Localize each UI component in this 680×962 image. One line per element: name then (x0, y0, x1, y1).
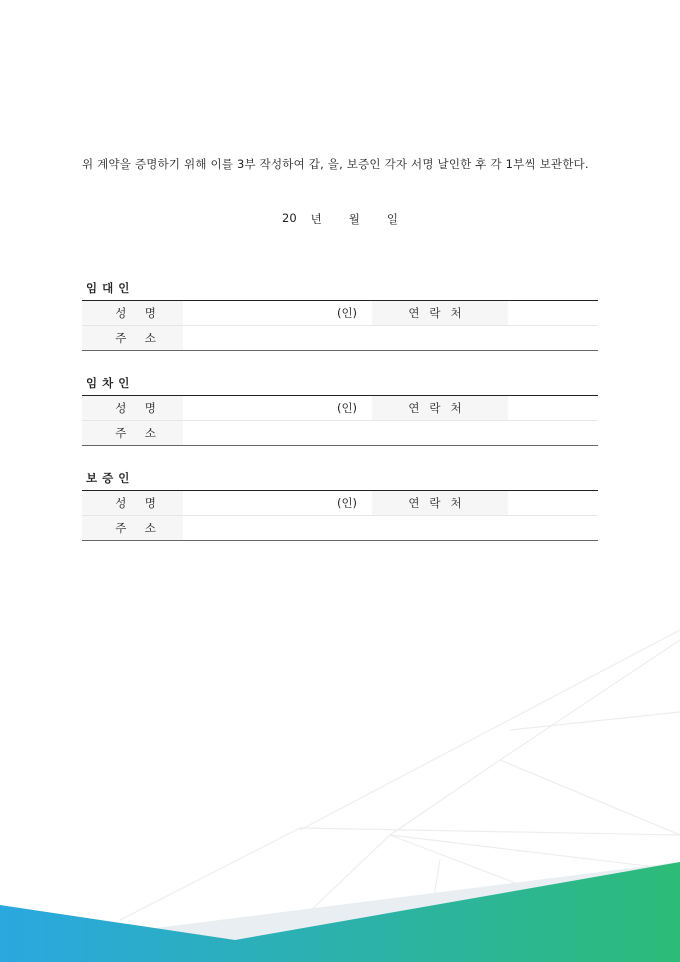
contact-label: 연락처 (372, 301, 508, 325)
contact-label: 연락처 (372, 491, 508, 515)
name-label: 성 명 (82, 396, 183, 420)
section-title: 임대인 (86, 281, 135, 295)
date-year-unit: 년 (310, 212, 322, 226)
tenant-section (82, 375, 598, 446)
contact-field[interactable] (508, 491, 598, 515)
seal-label: (인) (336, 401, 358, 415)
address-field[interactable] (183, 516, 598, 540)
name-label: 성 명 (82, 301, 183, 325)
date-month-unit: 월 (348, 212, 360, 226)
contract-date (0, 211, 680, 227)
date-year: 20 (282, 211, 297, 225)
signature-table (82, 300, 598, 351)
name-label: 성 명 (82, 491, 183, 515)
address-label: 주 소 (82, 326, 183, 350)
address-field[interactable] (183, 421, 598, 445)
section-title: 임차인 (86, 376, 135, 390)
contact-field[interactable] (508, 396, 598, 420)
address-label: 주 소 (82, 516, 183, 540)
address-field[interactable] (183, 326, 598, 350)
contact-label: 연락처 (372, 396, 508, 420)
date-day-unit: 일 (386, 212, 398, 226)
address-label: 주 소 (82, 421, 183, 445)
address-row (82, 515, 598, 540)
name-row (82, 301, 598, 325)
seal-label: (인) (336, 306, 358, 320)
name-field[interactable] (183, 396, 322, 420)
signature-table (82, 490, 598, 541)
signature-table (82, 395, 598, 446)
name-row (82, 396, 598, 420)
name-field[interactable] (183, 301, 322, 325)
address-row (82, 420, 598, 445)
guarantor-section (82, 470, 598, 541)
contact-field[interactable] (508, 301, 598, 325)
address-row (82, 325, 598, 350)
name-field[interactable] (183, 491, 322, 515)
landlord-section (82, 280, 598, 351)
seal-label: (인) (336, 496, 358, 510)
name-row (82, 491, 598, 515)
contract-statement: 위 계약을 증명하기 위해 이를 3부 작성하여 갑, 을, 보증인 각자 서명 날인한 후 각 1부씩 보관한다. (82, 157, 589, 171)
section-title: 보증인 (86, 471, 135, 485)
